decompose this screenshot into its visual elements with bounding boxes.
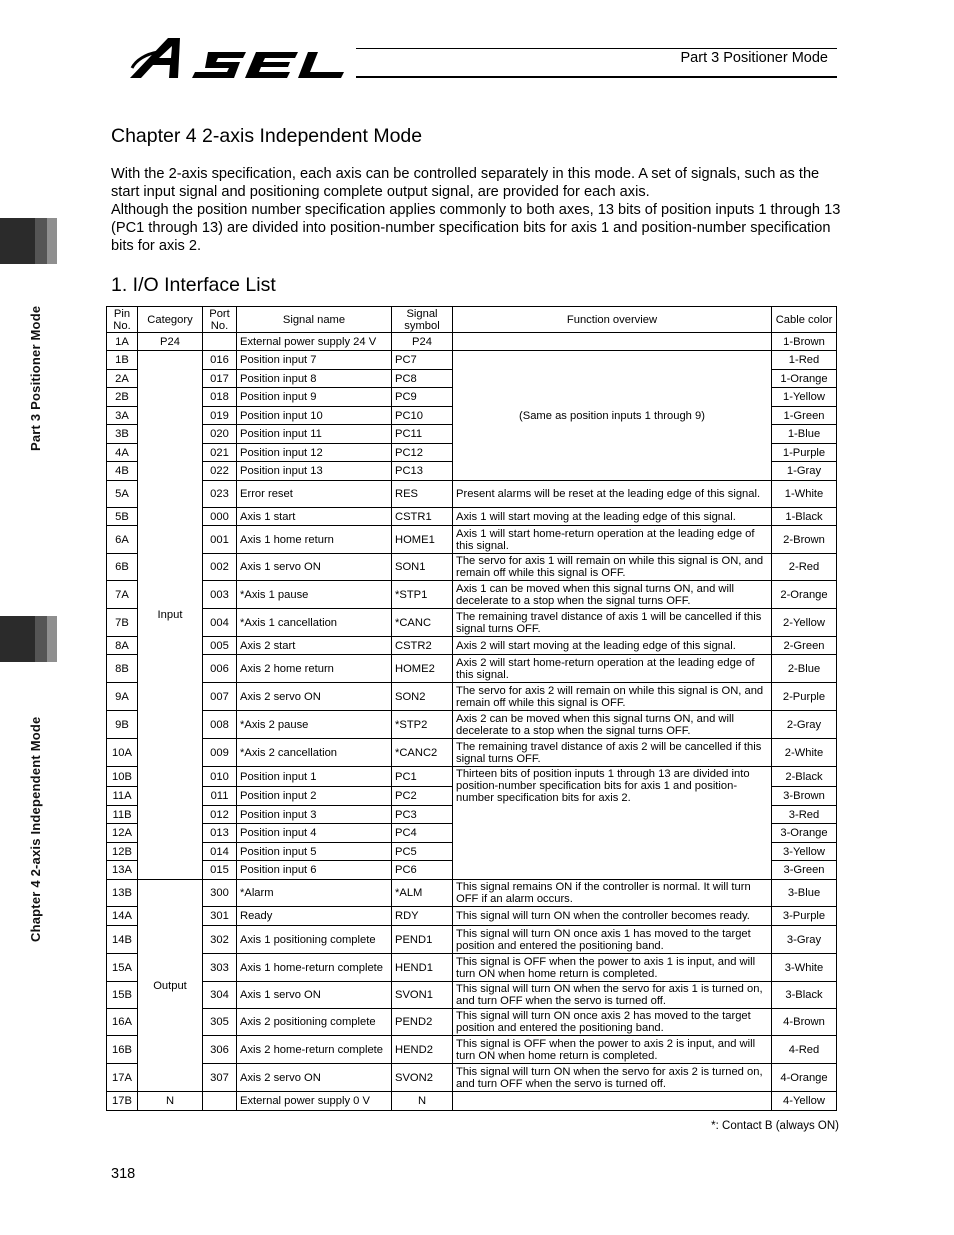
port-cell: 301 <box>203 907 237 926</box>
port-cell: 019 <box>203 407 237 425</box>
signal-symbol-cell: PC9 <box>392 388 453 407</box>
table-row <box>107 333 837 351</box>
signal-name-cell: Position input 2 <box>237 787 392 806</box>
signal-name-cell: Position input 11 <box>237 425 392 444</box>
port-cell: 307 <box>203 1064 237 1092</box>
port-cell: 003 <box>203 581 237 609</box>
signal-symbol-cell: SVON1 <box>392 982 453 1009</box>
cable-color-cell: 3-Black <box>772 982 837 1009</box>
table-row <box>107 926 837 954</box>
page-number: 318 <box>111 1166 136 1182</box>
signal-symbol-cell: PC2 <box>392 787 453 806</box>
pin-cell: 13A <box>107 861 138 880</box>
pin-cell: 16A <box>107 1009 138 1036</box>
cable-color-cell: 2-Green <box>772 637 837 655</box>
intro-paragraph-1: With the 2-axis specification, each axis can be controlled separately in this mode. A set of signals, such as the start input signal and positioning complete output signal, are provided for each axis. <box>111 166 820 200</box>
signal-symbol-cell: PEND2 <box>392 1009 453 1036</box>
cable-color-cell: 3-White <box>772 954 837 982</box>
pin-cell: 15A <box>107 954 138 982</box>
cable-color-cell: 3-Green <box>772 861 837 880</box>
pin-cell: 8B <box>107 655 138 683</box>
signal-name-cell: External power supply 0 V <box>237 1092 392 1111</box>
port-cell: 303 <box>203 954 237 982</box>
function-cell: This signal will turn ON when the controller becomes ready. <box>453 907 772 926</box>
signal-name-cell: *Axis 1 cancellation <box>237 609 392 637</box>
signal-symbol-cell: *STP2 <box>392 711 453 739</box>
signal-name-cell: Position input 9 <box>237 388 392 407</box>
signal-symbol-cell: HEND2 <box>392 1036 453 1064</box>
signal-name-cell: Axis 2 positioning complete <box>237 1009 392 1036</box>
cable-color-cell: 4-Orange <box>772 1064 837 1092</box>
cable-color-cell: 3-Purple <box>772 907 837 926</box>
cable-color-cell: 4-Yellow <box>772 1092 837 1111</box>
table-row <box>107 739 837 767</box>
function-cell: Axis 1 can be moved when this signal turns ON, and will decelerate to a stop when the signal turns OFF. <box>453 581 772 609</box>
pin-cell: 12B <box>107 843 138 861</box>
signal-name-cell: Position input 6 <box>237 861 392 880</box>
signal-name-cell: Axis 1 home return <box>237 526 392 554</box>
signal-symbol-cell: HEND1 <box>392 954 453 982</box>
intro-text <box>111 165 851 255</box>
signal-symbol-cell: P24 <box>392 333 453 351</box>
port-cell: 012 <box>203 806 237 824</box>
cable-color-cell: 1-Yellow <box>772 388 837 407</box>
pin-cell: 13B <box>107 880 138 907</box>
column-header-function-overview: Function overview <box>453 307 772 333</box>
signal-name-cell: Position input 4 <box>237 824 392 843</box>
port-cell: 011 <box>203 787 237 806</box>
cable-color-cell: 2-Gray <box>772 711 837 739</box>
table-row <box>107 609 837 637</box>
cable-color-cell: 1-Brown <box>772 333 837 351</box>
signal-symbol-cell: PC5 <box>392 843 453 861</box>
cable-color-cell: 2-Blue <box>772 655 837 683</box>
pin-cell: 1A <box>107 333 138 351</box>
port-cell: 010 <box>203 767 237 787</box>
port-cell <box>203 333 237 351</box>
signal-name-cell: *Alarm <box>237 880 392 907</box>
table-row <box>107 637 837 655</box>
port-cell: 015 <box>203 861 237 880</box>
pin-cell: 5B <box>107 508 138 526</box>
pin-cell: 17B <box>107 1092 138 1111</box>
signal-symbol-cell: N <box>392 1092 453 1111</box>
pin-cell: 4A <box>107 444 138 462</box>
function-cell: This signal will turn ON once axis 2 has moved to the target position and entered the positioning band. <box>453 1009 772 1036</box>
signal-name-cell: Axis 2 home-return complete <box>237 1036 392 1064</box>
category-cell: P24 <box>138 333 203 351</box>
table-row <box>107 982 837 1009</box>
table-row <box>107 907 837 926</box>
port-cell: 017 <box>203 370 237 388</box>
pin-cell: 5A <box>107 481 138 508</box>
signal-symbol-cell: PC1 <box>392 767 453 787</box>
cable-color-cell: 4-Brown <box>772 1009 837 1036</box>
signal-symbol-cell: PC4 <box>392 824 453 843</box>
pin-cell: 11B <box>107 806 138 824</box>
cable-color-cell: 1-Gray <box>772 462 837 481</box>
signal-symbol-cell: *ALM <box>392 880 453 907</box>
port-cell: 000 <box>203 508 237 526</box>
side-label-part: Part 3 Positioner Mode <box>28 305 43 451</box>
signal-name-cell: Axis 1 servo ON <box>237 982 392 1009</box>
cable-color-cell: 4-Red <box>772 1036 837 1064</box>
table-row <box>107 683 837 711</box>
port-cell: 018 <box>203 388 237 407</box>
signal-symbol-cell: PC7 <box>392 351 453 370</box>
signal-symbol-cell: *CANC2 <box>392 739 453 767</box>
signal-symbol-cell: PC10 <box>392 407 453 425</box>
cable-color-cell: 1-Purple <box>772 444 837 462</box>
signal-name-cell: Position input 7 <box>237 351 392 370</box>
port-cell: 020 <box>203 425 237 444</box>
signal-symbol-cell: SON2 <box>392 683 453 711</box>
table-row <box>107 954 837 982</box>
table-row <box>107 655 837 683</box>
signal-name-cell: Axis 2 servo ON <box>237 683 392 711</box>
port-cell: 002 <box>203 554 237 581</box>
table-row <box>107 481 837 508</box>
cable-color-cell: 3-Blue <box>772 880 837 907</box>
function-cell: This signal will turn ON when the servo for axis 1 is turned on, and turn OFF when the servo is turned off. <box>453 982 772 1009</box>
signal-symbol-cell: PC3 <box>392 806 453 824</box>
signal-name-cell: *Axis 1 pause <box>237 581 392 609</box>
signal-name-cell: Position input 8 <box>237 370 392 388</box>
column-header-signal-symbol: Signal symbol <box>392 307 453 333</box>
pin-cell: 17A <box>107 1064 138 1092</box>
signal-symbol-cell: *STP1 <box>392 581 453 609</box>
cable-color-cell: 1-Green <box>772 407 837 425</box>
signal-name-cell: Axis 1 servo ON <box>237 554 392 581</box>
intro-paragraph-2: Although the position number specification applies commonly to both axes, 13 bits of position inputs 1 through 13 (PC1 through 13) are divided into position-number specification bits for axis 1 and position-number specification bits for axis 2. <box>111 202 841 254</box>
table-row <box>107 508 837 526</box>
signal-symbol-cell: PC6 <box>392 861 453 880</box>
table-row <box>107 554 837 581</box>
signal-name-cell: Axis 1 home-return complete <box>237 954 392 982</box>
port-cell: 016 <box>203 351 237 370</box>
signal-name-cell: Axis 2 start <box>237 637 392 655</box>
function-cell: This signal will turn ON once axis 1 has moved to the target position and entered the positioning band. <box>453 926 772 954</box>
cable-color-cell: 2-Purple <box>772 683 837 711</box>
pin-cell: 15B <box>107 982 138 1009</box>
signal-symbol-cell: SVON2 <box>392 1064 453 1092</box>
pin-cell: 7A <box>107 581 138 609</box>
pin-cell: 7B <box>107 609 138 637</box>
signal-symbol-cell: *CANC <box>392 609 453 637</box>
table-row <box>107 351 837 370</box>
pin-cell: 2A <box>107 370 138 388</box>
cable-color-cell: 2-Brown <box>772 526 837 554</box>
table-row <box>107 1092 837 1111</box>
cable-color-cell: 3-Gray <box>772 926 837 954</box>
pin-cell: 14B <box>107 926 138 954</box>
chapter-title: Chapter 4 2-axis Independent Mode <box>111 125 423 147</box>
port-cell: 009 <box>203 739 237 767</box>
port-cell: 302 <box>203 926 237 954</box>
port-cell: 001 <box>203 526 237 554</box>
side-tab-chapter <box>0 616 57 662</box>
header-rule-top <box>356 48 837 49</box>
signal-name-cell: *Axis 2 pause <box>237 711 392 739</box>
function-cell: This signal is OFF when the power to axis 2 is input, and will turn ON when home return is completed. <box>453 1036 772 1064</box>
header-part-label: Part 3 Positioner Mode <box>680 50 828 66</box>
table-row <box>107 1036 837 1064</box>
pin-cell: 16B <box>107 1036 138 1064</box>
port-cell: 305 <box>203 1009 237 1036</box>
signal-symbol-cell: PC12 <box>392 444 453 462</box>
function-cell: Axis 2 can be moved when this signal turns ON, and will decelerate to a stop when the signal turns OFF. <box>453 711 772 739</box>
category-cell: N <box>138 1092 203 1111</box>
signal-symbol-cell: PC11 <box>392 425 453 444</box>
function-cell: The servo for axis 1 will remain on while this signal is ON, and remain off while this signal is OFF. <box>453 554 772 581</box>
cable-color-cell: 3-Yellow <box>772 843 837 861</box>
column-header-pin: Pin No. <box>107 307 138 333</box>
pin-cell: 9A <box>107 683 138 711</box>
table-row <box>107 1009 837 1036</box>
signal-symbol-cell: PC13 <box>392 462 453 481</box>
signal-symbol-cell: RDY <box>392 907 453 926</box>
port-cell: 004 <box>203 609 237 637</box>
category-cell: Output <box>138 880 203 1092</box>
signal-symbol-cell: HOME2 <box>392 655 453 683</box>
port-cell: 023 <box>203 481 237 508</box>
signal-name-cell: Position input 13 <box>237 462 392 481</box>
port-cell: 013 <box>203 824 237 843</box>
cable-color-cell: 3-Orange <box>772 824 837 843</box>
side-tab-part <box>0 218 57 264</box>
function-cell <box>453 333 772 351</box>
asel-logo <box>128 34 350 80</box>
cable-color-cell: 2-Red <box>772 554 837 581</box>
signal-name-cell: Position input 12 <box>237 444 392 462</box>
table-row <box>107 880 837 907</box>
function-cell: Present alarms will be reset at the leading edge of this signal. <box>453 481 772 508</box>
function-cell: Axis 2 will start home-return operation at the leading edge of this signal. <box>453 655 772 683</box>
port-cell: 021 <box>203 444 237 462</box>
table-row <box>107 711 837 739</box>
pin-cell: 10A <box>107 739 138 767</box>
table-row <box>107 1064 837 1092</box>
signal-name-cell: Position input 3 <box>237 806 392 824</box>
function-cell: Axis 1 will start home-return operation at the leading edge of this signal. <box>453 526 772 554</box>
pin-cell: 8A <box>107 637 138 655</box>
port-cell <box>203 1092 237 1111</box>
pin-cell: 14A <box>107 907 138 926</box>
cable-color-cell: 3-Brown <box>772 787 837 806</box>
signal-name-cell: *Axis 2 cancellation <box>237 739 392 767</box>
cable-color-cell: 1-White <box>772 481 837 508</box>
cable-color-cell: 2-Yellow <box>772 609 837 637</box>
signal-name-cell: Ready <box>237 907 392 926</box>
signal-symbol-cell: CSTR2 <box>392 637 453 655</box>
pin-cell: 3B <box>107 425 138 444</box>
column-header-port: Port No. <box>203 307 237 333</box>
signal-name-cell: Axis 1 start <box>237 508 392 526</box>
pin-cell: 11A <box>107 787 138 806</box>
pin-cell: 12A <box>107 824 138 843</box>
function-cell: The remaining travel distance of axis 2 will be cancelled if this signal turns OFF. <box>453 739 772 767</box>
function-cell: This signal is OFF when the power to axis 1 is input, and will turn ON when home return is completed. <box>453 954 772 982</box>
function-cell: (Same as position inputs 1 through 9) <box>453 351 772 481</box>
signal-name-cell: Axis 1 positioning complete <box>237 926 392 954</box>
cable-color-cell: 2-Orange <box>772 581 837 609</box>
function-cell: This signal will turn ON when the servo for axis 2 is turned on, and turn OFF when the servo is turned off. <box>453 1064 772 1092</box>
signal-name-cell: Position input 5 <box>237 843 392 861</box>
port-cell: 304 <box>203 982 237 1009</box>
signal-symbol-cell: RES <box>392 481 453 508</box>
column-header-cable-color: Cable color <box>772 307 837 333</box>
port-cell: 005 <box>203 637 237 655</box>
header-rule-bottom <box>356 76 837 78</box>
port-cell: 306 <box>203 1036 237 1064</box>
category-cell: Input <box>138 351 203 880</box>
port-cell: 006 <box>203 655 237 683</box>
port-cell: 022 <box>203 462 237 481</box>
signal-symbol-cell: PEND1 <box>392 926 453 954</box>
pin-cell: 2B <box>107 388 138 407</box>
port-cell: 300 <box>203 880 237 907</box>
table-row <box>107 767 837 787</box>
pin-cell: 1B <box>107 351 138 370</box>
pin-cell: 9B <box>107 711 138 739</box>
pin-cell: 6B <box>107 554 138 581</box>
cable-color-cell: 1-Blue <box>772 425 837 444</box>
signal-name-cell: Axis 2 home return <box>237 655 392 683</box>
signal-name-cell: External power supply 24 V <box>237 333 392 351</box>
table-row <box>107 581 837 609</box>
column-header-category: Category <box>138 307 203 333</box>
io-interface-table <box>106 306 837 1111</box>
port-cell: 014 <box>203 843 237 861</box>
section-title: 1. I/O Interface List <box>111 274 276 296</box>
cable-color-cell: 3-Red <box>772 806 837 824</box>
table-header-row <box>107 307 837 333</box>
signal-symbol-cell: PC8 <box>392 370 453 388</box>
footnote: *: Contact B (always ON) <box>711 1120 839 1132</box>
signal-name-cell: Error reset <box>237 481 392 508</box>
port-cell: 008 <box>203 711 237 739</box>
function-cell: Axis 2 will start moving at the leading edge of this signal. <box>453 637 772 655</box>
side-label-chapter: Chapter 4 2-axis Independent Mode <box>28 716 43 942</box>
function-cell: Thirteen bits of position inputs 1 through 13 are divided into position-number specification bits for axis 1 and position-number specification bits for axis 2. <box>453 767 772 880</box>
cable-color-cell: 1-Orange <box>772 370 837 388</box>
function-cell: The servo for axis 2 will remain on while this signal is ON, and remain off while this signal is OFF. <box>453 683 772 711</box>
function-cell <box>453 1092 772 1111</box>
column-header-signal-name: Signal name <box>237 307 392 333</box>
cable-color-cell: 1-Black <box>772 508 837 526</box>
pin-cell: 3A <box>107 407 138 425</box>
pin-cell: 6A <box>107 526 138 554</box>
function-cell: The remaining travel distance of axis 1 will be cancelled if this signal turns OFF. <box>453 609 772 637</box>
function-cell: This signal remains ON if the controller is normal. It will turn OFF if an alarm occurs. <box>453 880 772 907</box>
signal-name-cell: Position input 10 <box>237 407 392 425</box>
signal-name-cell: Axis 2 servo ON <box>237 1064 392 1092</box>
signal-symbol-cell: CSTR1 <box>392 508 453 526</box>
signal-symbol-cell: SON1 <box>392 554 453 581</box>
function-cell: Axis 1 will start moving at the leading edge of this signal. <box>453 508 772 526</box>
cable-color-cell: 1-Red <box>772 351 837 370</box>
cable-color-cell: 2-White <box>772 739 837 767</box>
port-cell: 007 <box>203 683 237 711</box>
signal-name-cell: Position input 1 <box>237 767 392 787</box>
cable-color-cell: 2-Black <box>772 767 837 787</box>
pin-cell: 4B <box>107 462 138 481</box>
pin-cell: 10B <box>107 767 138 787</box>
table-row <box>107 526 837 554</box>
signal-symbol-cell: HOME1 <box>392 526 453 554</box>
